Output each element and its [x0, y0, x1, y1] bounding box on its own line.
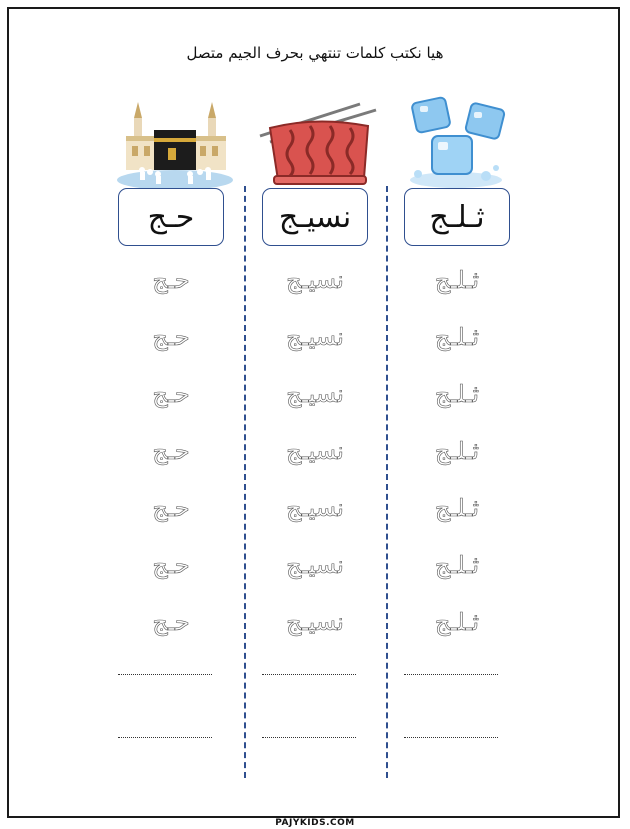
column-divider-right — [386, 186, 388, 778]
trace-word — [256, 551, 374, 579]
trace-word — [112, 494, 230, 522]
kaaba-mecca-icon — [112, 96, 242, 192]
trace-word — [398, 323, 516, 351]
trace-word-text: حـج — [152, 380, 190, 408]
trace-word — [112, 380, 230, 408]
footer-site — [0, 810, 630, 829]
trace-word-text: حـج — [152, 266, 190, 294]
trace-word — [256, 608, 374, 636]
trace-word-text: ثـلـج — [434, 323, 480, 351]
writing-line — [118, 674, 212, 675]
trace-word-text: ثـلـج — [434, 380, 480, 408]
trace-word — [112, 323, 230, 351]
trace-word — [398, 551, 516, 579]
trace-word-text: ثـلـج — [434, 494, 480, 522]
trace-word — [256, 266, 374, 294]
trace-word — [398, 437, 516, 465]
word-box-hajj: حـج — [118, 188, 224, 246]
footer-site-label: PAJYKIDS.COM — [269, 818, 361, 828]
trace-word-text: نسيـج — [286, 323, 344, 351]
writing-line — [118, 737, 212, 738]
trace-word-text: ثـلـج — [434, 266, 480, 294]
trace-word — [112, 608, 230, 636]
trace-word-text: حـج — [152, 494, 190, 522]
worksheet-title: هيا نكتب كلمات تنتهي بحرف الجيم متصل — [186, 44, 444, 62]
trace-word-text: حـج — [152, 437, 190, 465]
trace-word — [256, 380, 374, 408]
trace-word-text: نسيـج — [286, 551, 344, 579]
writing-line — [262, 737, 356, 738]
trace-word — [398, 494, 516, 522]
trace-word — [398, 380, 516, 408]
word-box-naseej: نسيـج — [262, 188, 368, 246]
trace-word-text: نسيـج — [286, 608, 344, 636]
trace-word-text: ثـلـج — [434, 608, 480, 636]
trace-word — [256, 323, 374, 351]
trace-word — [256, 437, 374, 465]
trace-word — [112, 551, 230, 579]
trace-word-text: ثـلـج — [434, 437, 480, 465]
writing-line — [262, 674, 356, 675]
trace-word — [398, 608, 516, 636]
writing-line — [404, 674, 498, 675]
trace-word-text: نسيـج — [286, 266, 344, 294]
trace-word-text: حـج — [152, 323, 190, 351]
trace-word-text: حـج — [152, 608, 190, 636]
trace-word — [112, 266, 230, 294]
word-box-thalj: ثـلـج — [404, 188, 510, 246]
trace-word-text: نسيـج — [286, 437, 344, 465]
column-divider-left — [244, 186, 246, 778]
trace-word-text: حـج — [152, 551, 190, 579]
trace-word-text: نسيـج — [286, 494, 344, 522]
trace-word — [256, 494, 374, 522]
knitted-fabric-icon — [256, 96, 386, 192]
writing-line — [404, 737, 498, 738]
ice-cubes-icon — [398, 96, 528, 192]
trace-word-text: ثـلـج — [434, 551, 480, 579]
trace-word-text: نسيـج — [286, 380, 344, 408]
trace-word — [398, 266, 516, 294]
trace-word — [112, 437, 230, 465]
